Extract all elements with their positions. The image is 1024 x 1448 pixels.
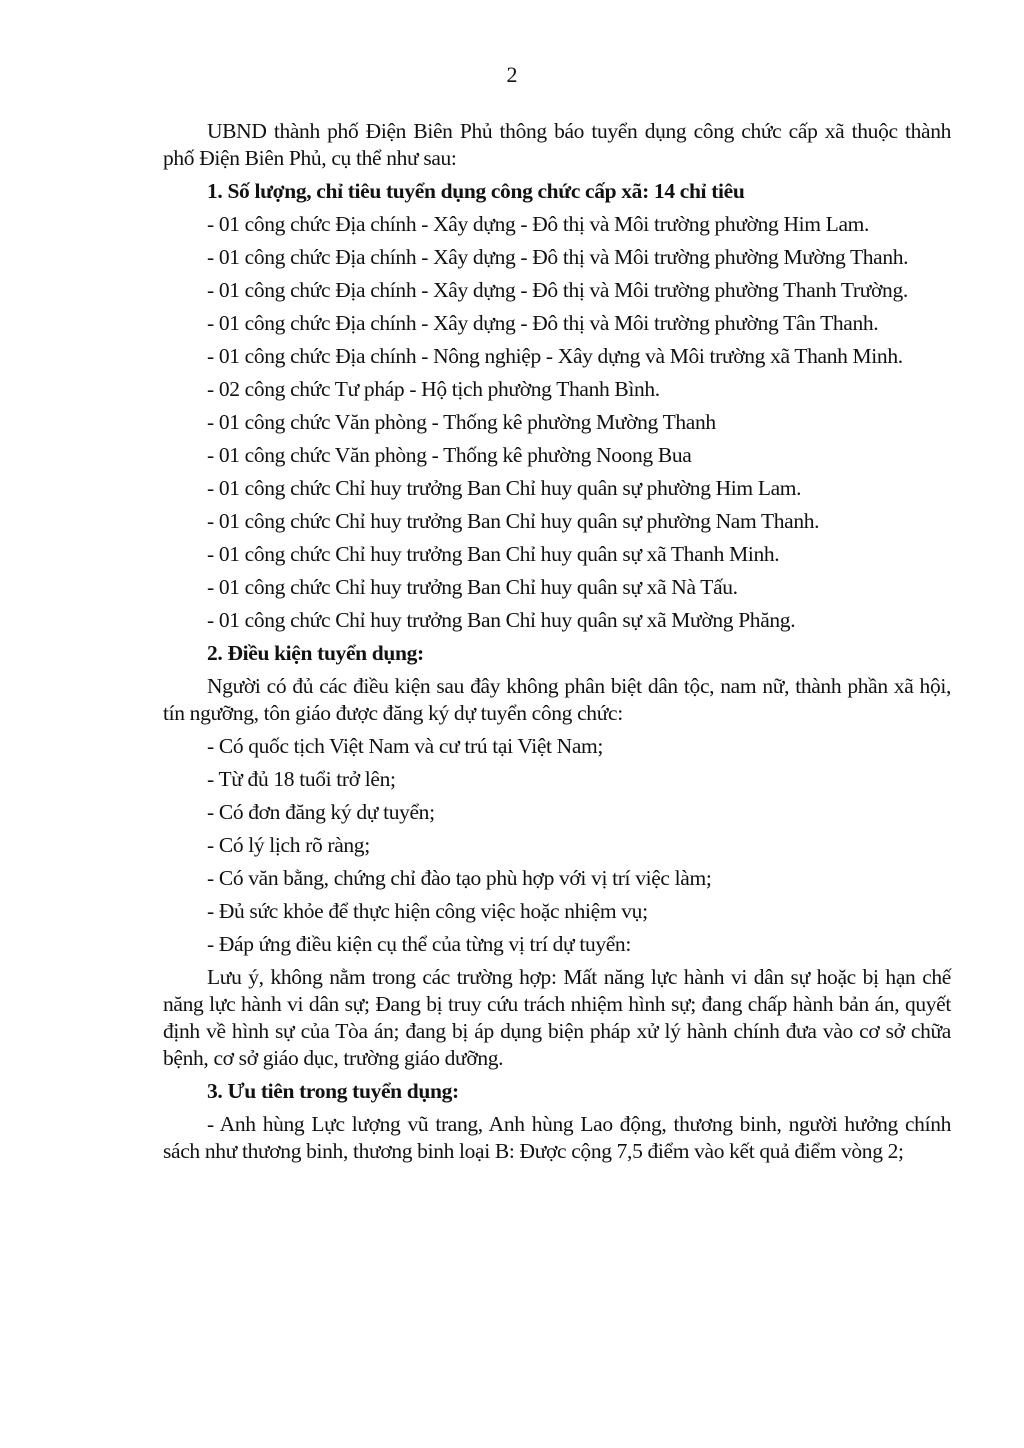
list-item: - 02 công chức Tư pháp - Hộ tịch phường Thanh Bình. — [207, 377, 660, 401]
intro-paragraph: UBND thành phố Điện Biên Phủ thông báo tuyển dụng công chức cấp xã thuộc thành phố Điện Biên Phủ, cụ thể như sau: — [163, 119, 951, 170]
list-item: - Đáp ứng điều kiện cụ thể của từng vị trí dự tuyển: — [207, 932, 631, 956]
list-item: - 01 công chức Chỉ huy trưởng Ban Chỉ huy quân sự phường Him Lam. — [207, 476, 802, 500]
list-item: - 01 công chức Chỉ huy trưởng Ban Chỉ huy quân sự phường Nam Thanh. — [207, 509, 820, 533]
section-2-heading: 2. Điều kiện tuyển dụng: — [207, 641, 424, 665]
list-item: - Có lý lịch rõ ràng; — [207, 833, 370, 857]
section-1-heading: 1. Số lượng, chỉ tiêu tuyển dụng công chức cấp xã: 14 chỉ tiêu — [207, 179, 745, 203]
page-number: 2 — [506, 62, 518, 87]
list-item: - 01 công chức Chỉ huy trưởng Ban Chỉ huy quân sự xã Mường Phăng. — [207, 608, 796, 632]
list-item: - 01 công chức Văn phòng - Thống kê phường Noong Bua — [207, 443, 692, 467]
list-item: - Từ đủ 18 tuổi trở lên; — [207, 767, 396, 791]
section-2-intro: Người có đủ các điều kiện sau đây không phân biệt dân tộc, nam nữ, thành phần xã hội, tín ngưỡng, tôn giáo được đăng ký dự tuyển công chức: — [163, 674, 951, 725]
list-item: - 01 công chức Văn phòng - Thống kê phường Mường Thanh — [207, 410, 716, 434]
list-item: - Có văn bằng, chứng chỉ đào tạo phù hợp với vị trí việc làm; — [207, 866, 712, 890]
document-body — [163, 118, 951, 1171]
list-item: - 01 công chức Chỉ huy trưởng Ban Chỉ huy quân sự xã Nà Tấu. — [207, 575, 738, 599]
list-item: - 01 công chức Chỉ huy trưởng Ban Chỉ huy quân sự xã Thanh Minh. — [207, 542, 780, 566]
list-item: - 01 công chức Địa chính - Xây dựng - Đô thị và Môi trường phường Mường Thanh. — [207, 245, 909, 269]
list-item: - Có đơn đăng ký dự tuyển; — [207, 800, 435, 824]
section-1-list — [163, 211, 951, 634]
section-3-heading: 3. Ưu tiên trong tuyển dụng: — [207, 1079, 459, 1103]
section-2-note: Lưu ý, không nằm trong các trường hợp: Mất năng lực hành vi dân sự hoặc bị hạn chế năng lực hành vi dân sự; Đang bị truy cứu trách nhiệm hình sự; đang chấp hành bản án, quyết định về hình sự của Tòa án; đang bị áp dụng biện pháp xử lý hành chính đưa vào cơ sở chữa bệnh, cơ sở giáo dục, trường giáo dưỡng. — [163, 965, 951, 1070]
list-item: - Anh hùng Lực lượng vũ trang, Anh hùng Lao động, thương binh, người hưởng chính sách như thương binh, thương binh loại B: Được cộng 7,5 điểm vào kết quả điểm vòng 2; — [163, 1112, 951, 1163]
list-item: - Có quốc tịch Việt Nam và cư trú tại Việt Nam; — [207, 734, 604, 758]
list-item: - Đủ sức khỏe để thực hiện công việc hoặc nhiệm vụ; — [207, 899, 648, 923]
section-2-list — [163, 733, 951, 958]
list-item: - 01 công chức Địa chính - Xây dựng - Đô thị và Môi trường phường Tân Thanh. — [207, 311, 879, 335]
list-item: - 01 công chức Địa chính - Xây dựng - Đô thị và Môi trường phường Him Lam. — [207, 212, 870, 236]
list-item: - 01 công chức Địa chính - Nông nghiệp - Xây dựng và Môi trường xã Thanh Minh. — [207, 344, 903, 368]
list-item: - 01 công chức Địa chính - Xây dựng - Đô thị và Môi trường phường Thanh Trường. — [207, 278, 908, 302]
